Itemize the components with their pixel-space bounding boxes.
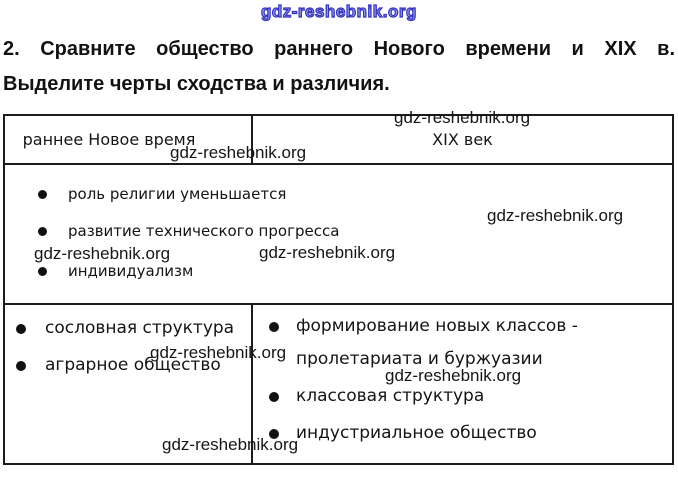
nineteenth-century-item (269, 386, 484, 407)
watermark-bottom-row-left: gdz-reshebnik.org (150, 343, 287, 362)
early-modern-item-label: сословная структура (45, 318, 235, 338)
bullet-icon (269, 392, 279, 402)
watermark-header-left: gdz-reshebnik.org (170, 143, 307, 162)
table-middle-bottom-line (5, 303, 672, 305)
watermark-middle-left: gdz-reshebnik.org (34, 244, 171, 263)
comparison-table-border (3, 114, 674, 465)
nineteenth-century-item-label: индустриальное общество (296, 423, 537, 443)
column-header-19th-century: XIX век (432, 130, 493, 149)
watermark-middle-center: gdz-reshebnik.org (259, 243, 396, 262)
watermark-middle-right: gdz-reshebnik.org (487, 206, 624, 225)
early-modern-item (16, 318, 234, 339)
similarity-item-label: роль религии уменьшается (68, 185, 287, 203)
similarity-item (38, 221, 339, 241)
similarity-item-label: развитие технического прогресса (68, 222, 340, 240)
nineteenth-century-item (269, 423, 537, 444)
bullet-icon (38, 227, 47, 236)
watermark-bottom-row-right: gdz-reshebnik.org (385, 366, 522, 385)
similarity-item-label: индивидуализм (68, 262, 194, 280)
nineteenth-century-item-label: пролетариата и буржуазии (296, 349, 543, 369)
watermark-bottom-edge: gdz-reshebnik.org (162, 435, 299, 454)
nineteenth-century-item-label: классовая структура (296, 386, 485, 406)
table-header-bottom-line (5, 163, 672, 165)
nineteenth-century-item (269, 316, 578, 337)
question-heading-line1: 2. Сравните общество раннего Нового времени и XIX в. (3, 38, 675, 60)
nineteenth-century-item-label: формирование новых классов - (296, 316, 578, 336)
bullet-icon (38, 267, 47, 276)
similarity-item (38, 261, 193, 281)
early-modern-item-label: аграрное общество (45, 355, 221, 375)
watermark-header-right: gdz-reshebnik.org (394, 108, 531, 127)
column-header-early-modern: раннее Новое время (22, 130, 196, 149)
bullet-icon (38, 190, 47, 199)
similarity-item (38, 184, 286, 204)
bullet-icon (16, 324, 26, 334)
bullet-icon (269, 322, 279, 332)
site-watermark-top: gdz-reshebnik.org (261, 2, 417, 21)
question-heading-line2: Выделите черты сходства и различия. (3, 73, 390, 95)
bullet-icon (16, 361, 26, 371)
